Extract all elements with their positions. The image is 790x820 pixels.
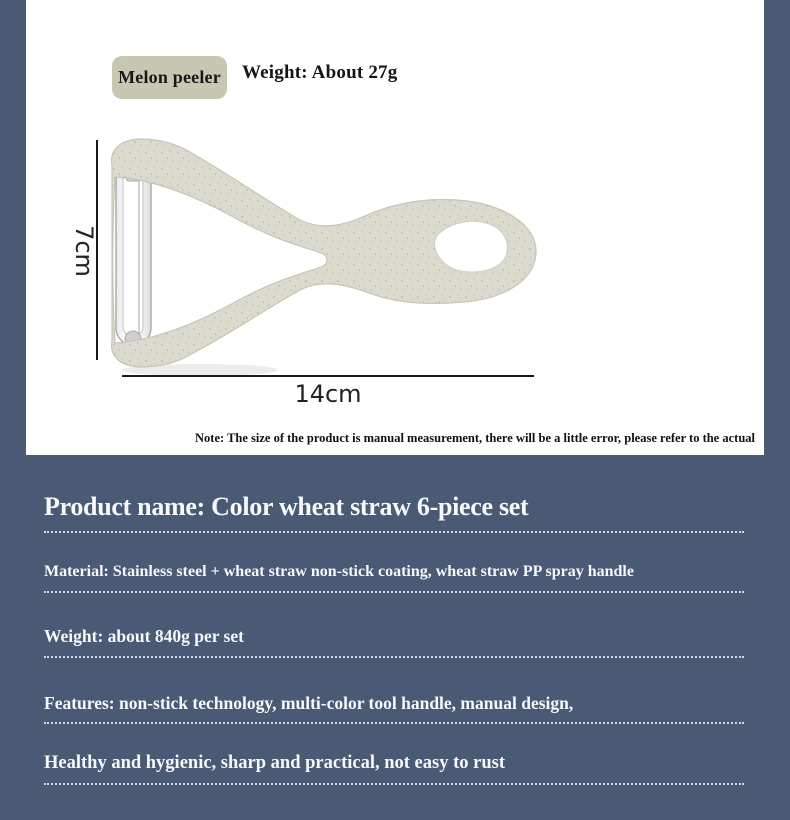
detail-text: Weight: about 840g per set [44, 626, 244, 646]
dotted-divider [44, 531, 744, 533]
detail-line-features [44, 693, 744, 714]
peeler-product-image [95, 133, 545, 378]
detail-line-product-name [44, 492, 744, 522]
detail-line-weight [44, 626, 744, 647]
product-details-section [0, 455, 790, 820]
height-label-wrap [58, 219, 110, 283]
dotted-divider [44, 783, 744, 785]
weight-note-text: Weight: About 27g [242, 62, 398, 83]
product-name-badge [112, 56, 227, 99]
peeler-blade [116, 162, 151, 347]
detail-text: Material: Stainless steel + wheat straw non-stick coating, wheat straw PP spray handle [44, 563, 634, 580]
detail-line-benefits [44, 753, 744, 774]
product-name-badge-text: Melon peeler [118, 67, 221, 87]
width-measure-line [122, 375, 534, 377]
peeler-hang-hole [435, 221, 508, 272]
dotted-divider [44, 656, 744, 658]
detail-text: Features: non-stick technology, multi-color tool handle, manual design, [44, 693, 574, 713]
detail-line-material [44, 563, 744, 581]
width-label: 14cm [294, 380, 362, 408]
product-photo-panel [26, 0, 764, 455]
dotted-divider [44, 722, 744, 724]
dotted-divider [44, 591, 744, 593]
height-label: 7cm [70, 225, 98, 277]
detail-text: Product name: Color wheat straw 6-piece set [44, 492, 529, 521]
measurement-note: Note: The size of the product is manual measurement, there will be a little error, please refer to the actual [195, 431, 755, 445]
detail-text: Healthy and hygienic, sharp and practical, not easy to rust [44, 753, 505, 773]
